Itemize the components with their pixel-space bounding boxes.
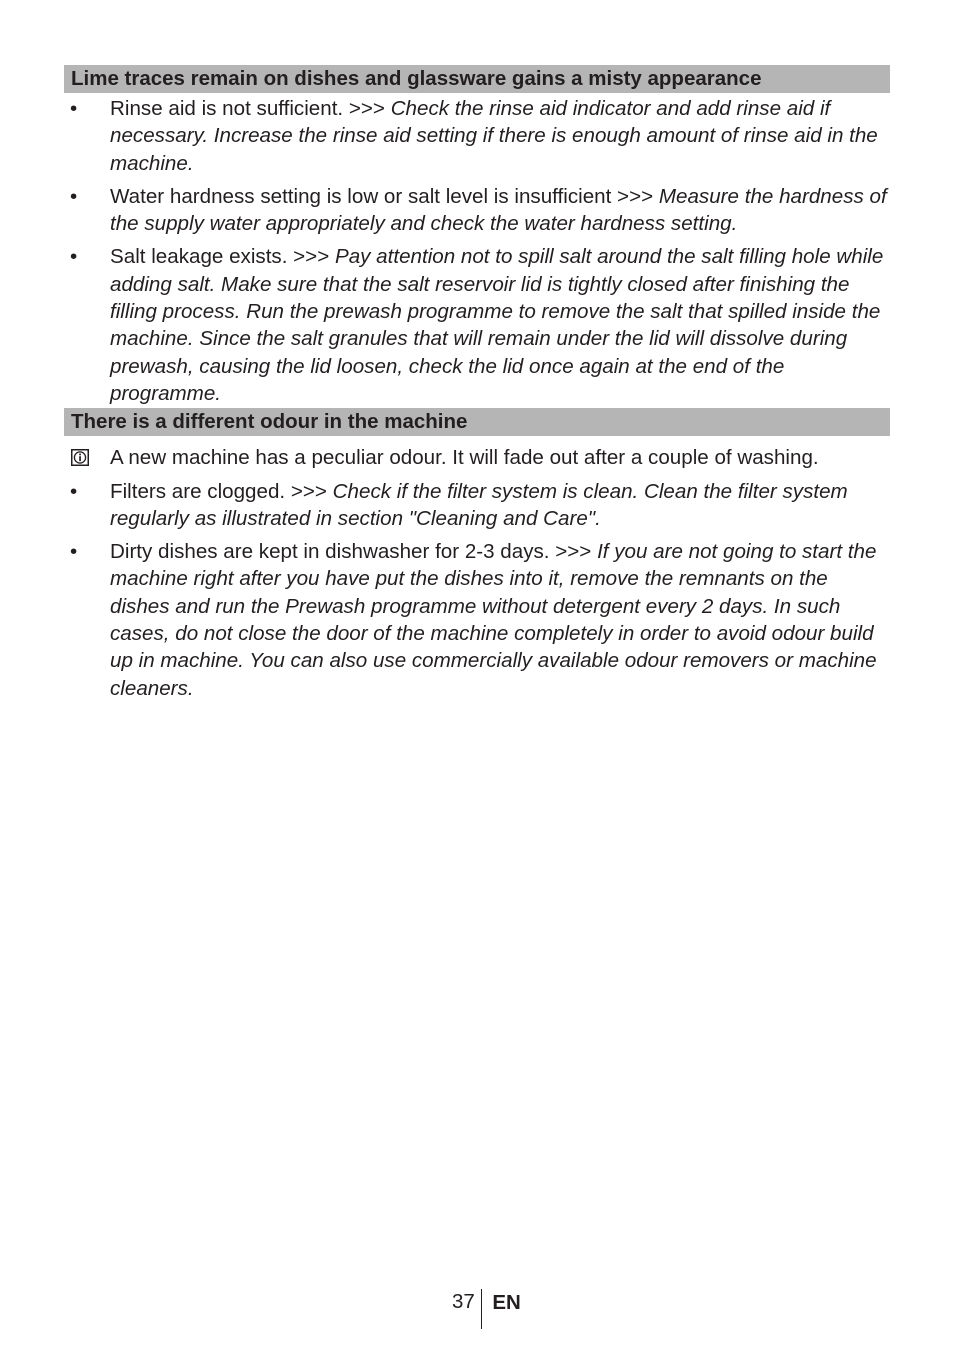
problem-cause: Rinse aid is not sufficient. >>> xyxy=(110,97,385,120)
list-item xyxy=(64,243,890,407)
odour-list xyxy=(64,444,890,702)
lime-traces-list xyxy=(64,95,890,407)
info-icon xyxy=(71,446,89,463)
problem-cause: Dirty dishes are kept in dishwasher for 2-3 days. >>> xyxy=(110,540,592,564)
bullet-marker: • xyxy=(70,540,78,564)
section-heading-lime-traces: Lime traces remain on dishes and glassware gains a misty appearance xyxy=(64,65,890,93)
page-footer xyxy=(452,1289,521,1329)
page-number: 37 xyxy=(452,1290,475,1313)
list-item xyxy=(64,183,890,238)
info-note xyxy=(64,444,890,471)
bullet-marker: • xyxy=(70,479,78,503)
list-item xyxy=(64,95,890,177)
problem-remedy: Pay attention not to spill salt around the salt filling hole while adding salt. Make sure that the salt reservoir lid is tightly closed after finishing the filling process. Run the prewash programme to remove the salt that spilled inside the machine. Since the salt granules that will remain under the lid will dissolve during prewash, causing the lid loosen, check the lid once again at the end of the programme. xyxy=(110,245,884,405)
problem-remedy: Check the rinse aid indicator and add rinse aid if necessary. Increase the rinse aid setting if there is enough amount of rinse aid in the machine. xyxy=(110,97,878,175)
bullet-marker: • xyxy=(70,97,78,120)
problem-cause: Salt leakage exists. >>> xyxy=(110,245,330,269)
info-note-text: A new machine has a peculiar odour. It will fade out after a couple of washing. xyxy=(110,446,819,470)
problem-remedy: If you are not going to start the machine right after you have put the dishes into it, remove the remnants on the dishes and run the Prewash programme without detergent every 2 days. In such cases, do not close the door of the machine completely in order to avoid odour build up in machine. You can also use commercially available odour removers or machine cleaners. xyxy=(110,540,877,700)
list-item xyxy=(64,538,890,702)
bullet-marker: • xyxy=(70,245,78,269)
problem-remedy: Measure the hardness of the supply water appropriately and check the water hardness setting. xyxy=(110,184,887,236)
troubleshooting-content xyxy=(64,65,890,708)
problem-cause: Water hardness setting is low or salt level is insufficient >>> xyxy=(110,184,654,208)
language-code: EN xyxy=(492,1291,521,1314)
list-item xyxy=(64,478,890,533)
problem-cause: Filters are clogged. >>> xyxy=(110,479,327,503)
problem-remedy: Check if the filter system is clean. Clean the filter system regularly as illustrated in section "Cleaning and Care". xyxy=(110,479,848,530)
section-heading-odour: There is a different odour in the machine xyxy=(64,408,890,436)
bullet-marker: • xyxy=(70,184,78,208)
